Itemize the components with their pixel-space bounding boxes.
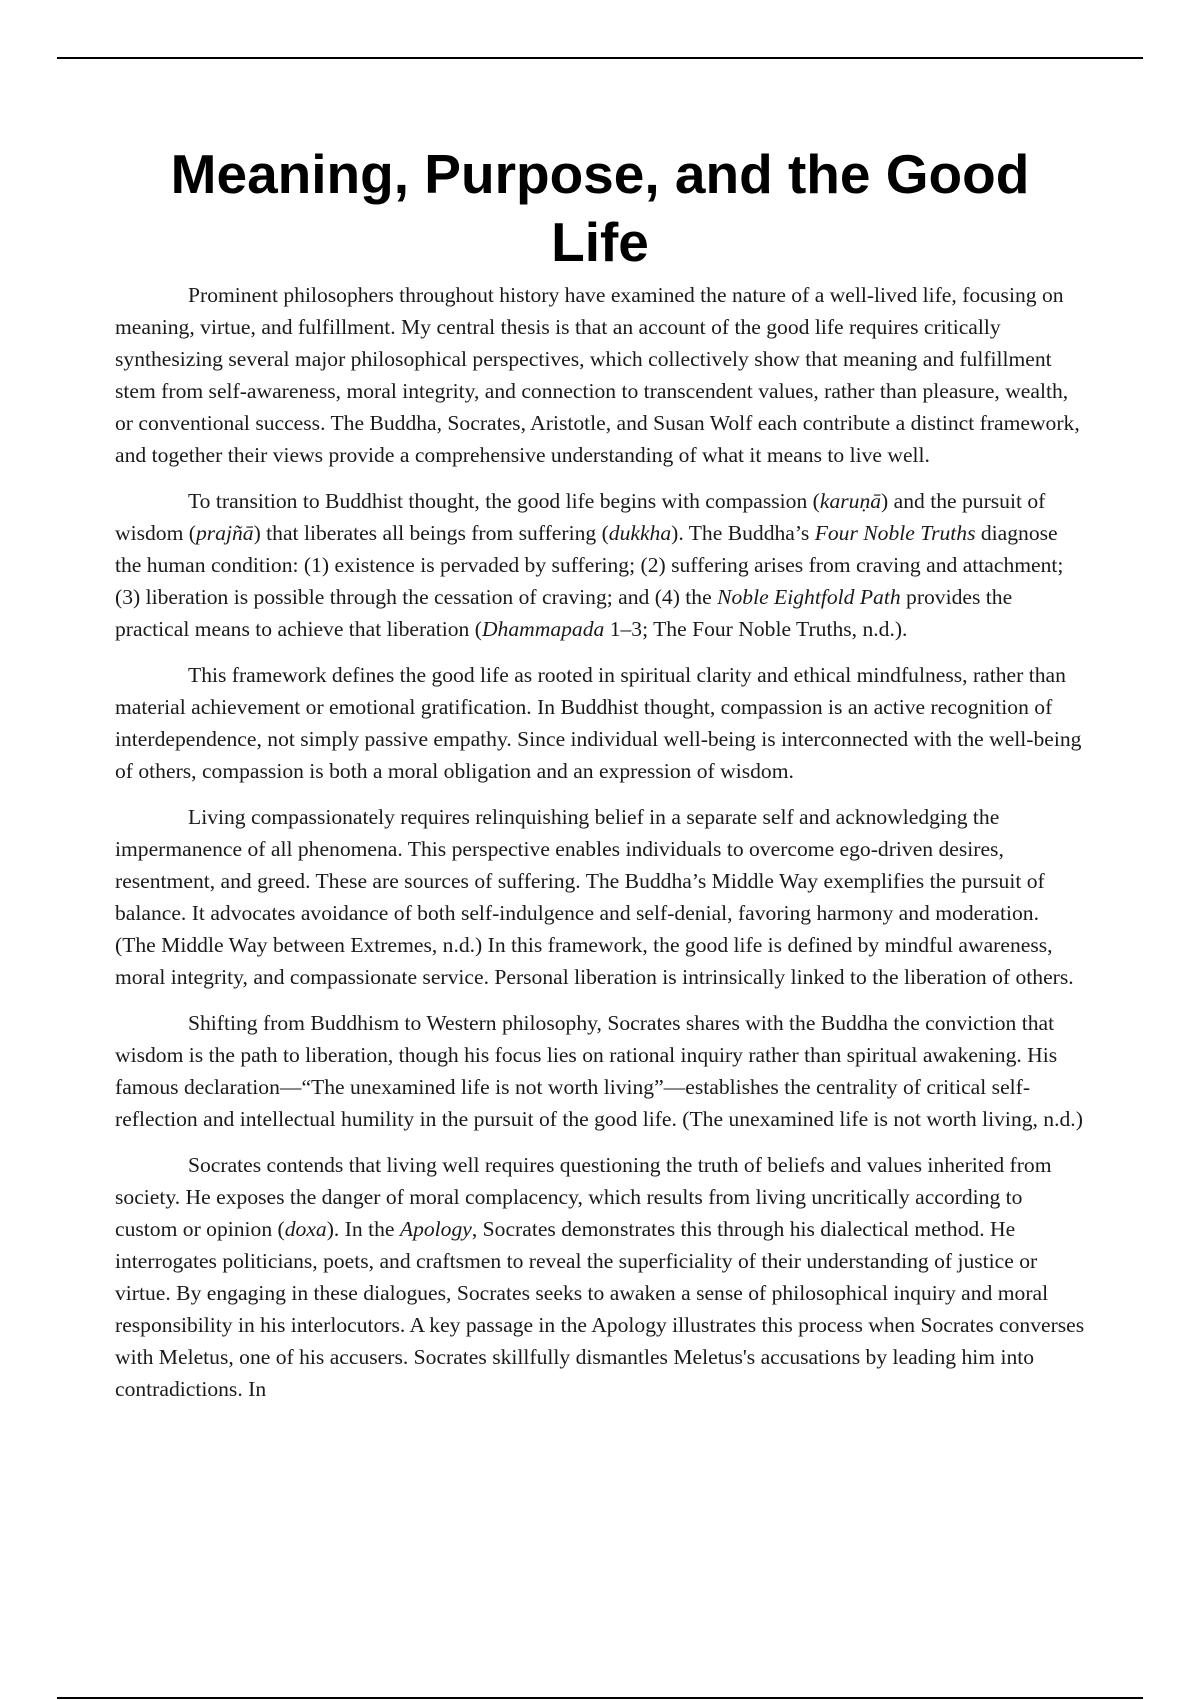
- paragraph-text: Living compassionately requires relinquishing belief in a separate self and acknowledging the impermanence of all phenomena. This perspective enables individuals to overcome ego-driven desires, resentment, and greed. These are sources of suffering. The Buddha’s Middle Way exemplifies the pursuit of balance. It advocates avoidance of both self-indulgence and self-denial, favoring harmony and moderation. (The Middle Way between Extremes, n.d.) In this framework, the good life is defined by mindful awareness, moral integrity, and compassionate service. Personal liberation is intrinsically linked to the liberation of others.: [115, 805, 1074, 989]
- italic-term: karuṇā: [819, 489, 882, 513]
- paragraph-text: 1–3; The Four Noble Truths, n.d.).: [604, 617, 908, 641]
- body-paragraph: [115, 279, 1085, 471]
- bottom-rule: [57, 1697, 1143, 1699]
- paragraph-text: Socrates contends that living well requires questioning the truth of beliefs and values inherited from society. He exposes the danger of moral complacency, which results from living uncritically according to custom or opinion (: [115, 1153, 1052, 1241]
- paragraph-text: ) that liberates all beings from suffering (: [253, 521, 609, 545]
- italic-term: Dhammapada: [481, 617, 605, 641]
- paragraph-text: Prominent philosophers throughout history have examined the nature of a well-lived life, focusing on meaning, virtue, and fulfillment. My central thesis is that an account of the good life requires critically synthesizing several major philosophical perspectives, which collectively show that meaning and fulfillment stem from self-awareness, moral integrity, and connection to transcendent values, rather than pleasure, wealth, or conventional success. The Buddha, Socrates, Aristotle, and Susan Wolf each contribute a distinct framework, and together their views provide a comprehensive understanding of what it means to live well.: [115, 283, 1080, 467]
- paragraph-text: ). In the: [326, 1217, 400, 1241]
- paragraph-text: ) and the pursuit of wisdom (: [115, 489, 1046, 545]
- italic-term: doxa: [284, 1217, 327, 1241]
- italic-term: Four Noble Truths: [814, 521, 976, 545]
- body-paragraph: [115, 485, 1085, 645]
- paragraph-text: Shifting from Buddhism to Western philosophy, Socrates shares with the Buddha the conviction that wisdom is the path to liberation, though his focus lies on rational inquiry rather than spiritual awakening. His famous declaration—“The unexamined life is not worth living”—establishes the centrality of critical self-reflection and intellectual humility in the pursuit of the good life. (The unexamined life is not worth living, n.d.): [115, 1011, 1083, 1131]
- body-paragraph: [115, 801, 1085, 993]
- paragraph-text: , Socrates demonstrates this through his dialectical method. He interrogates politicians, poets, and craftsmen to reveal the superficiality of their understanding of justice or virtue. By engaging in these dialogues, Socrates seeks to awaken a sense of philosophical inquiry and moral responsibility in his interlocutors. A key passage in the Apology illustrates this process when Socrates converses with Meletus, one of his accusers. Socrates skillfully dismantles Meletus's accusations by leading him into contradictions. In: [115, 1217, 1085, 1401]
- body-paragraph: [115, 1007, 1085, 1135]
- body-paragraph: [115, 659, 1085, 787]
- body-paragraph: [115, 1149, 1085, 1405]
- paragraph-text: ). The Buddha’s: [671, 521, 815, 545]
- paragraph-text: provides the practical means to achieve that liberation (: [115, 585, 1013, 641]
- page-title: Meaning, Purpose, and the Good Life: [170, 143, 1030, 273]
- paragraph-text: To transition to Buddhist thought, the good life begins with compassion (: [188, 489, 820, 513]
- paragraph-text: diagnose the human condition: (1) existence is pervaded by suffering; (2) suffering arises from craving and attachment; (3) liberation is possible through the cessation of craving; and (4) the: [115, 521, 1064, 609]
- italic-term: Noble Eightfold Path: [717, 585, 901, 609]
- document-body: [115, 279, 1085, 1419]
- italic-term: prajñā: [195, 521, 254, 545]
- paragraph-text: This framework defines the good life as rooted in spiritual clarity and ethical mindfulness, rather than material achievement or emotional gratification. In Buddhist thought, compassion is an active recognition of interdependence, not simply passive empathy. Since individual well-being is interconnected with the well-being of others, compassion is both a moral obligation and an expression of wisdom.: [115, 663, 1082, 783]
- italic-term: dukkha: [608, 521, 672, 545]
- italic-term: Apology: [399, 1217, 472, 1241]
- top-rule: [57, 57, 1143, 59]
